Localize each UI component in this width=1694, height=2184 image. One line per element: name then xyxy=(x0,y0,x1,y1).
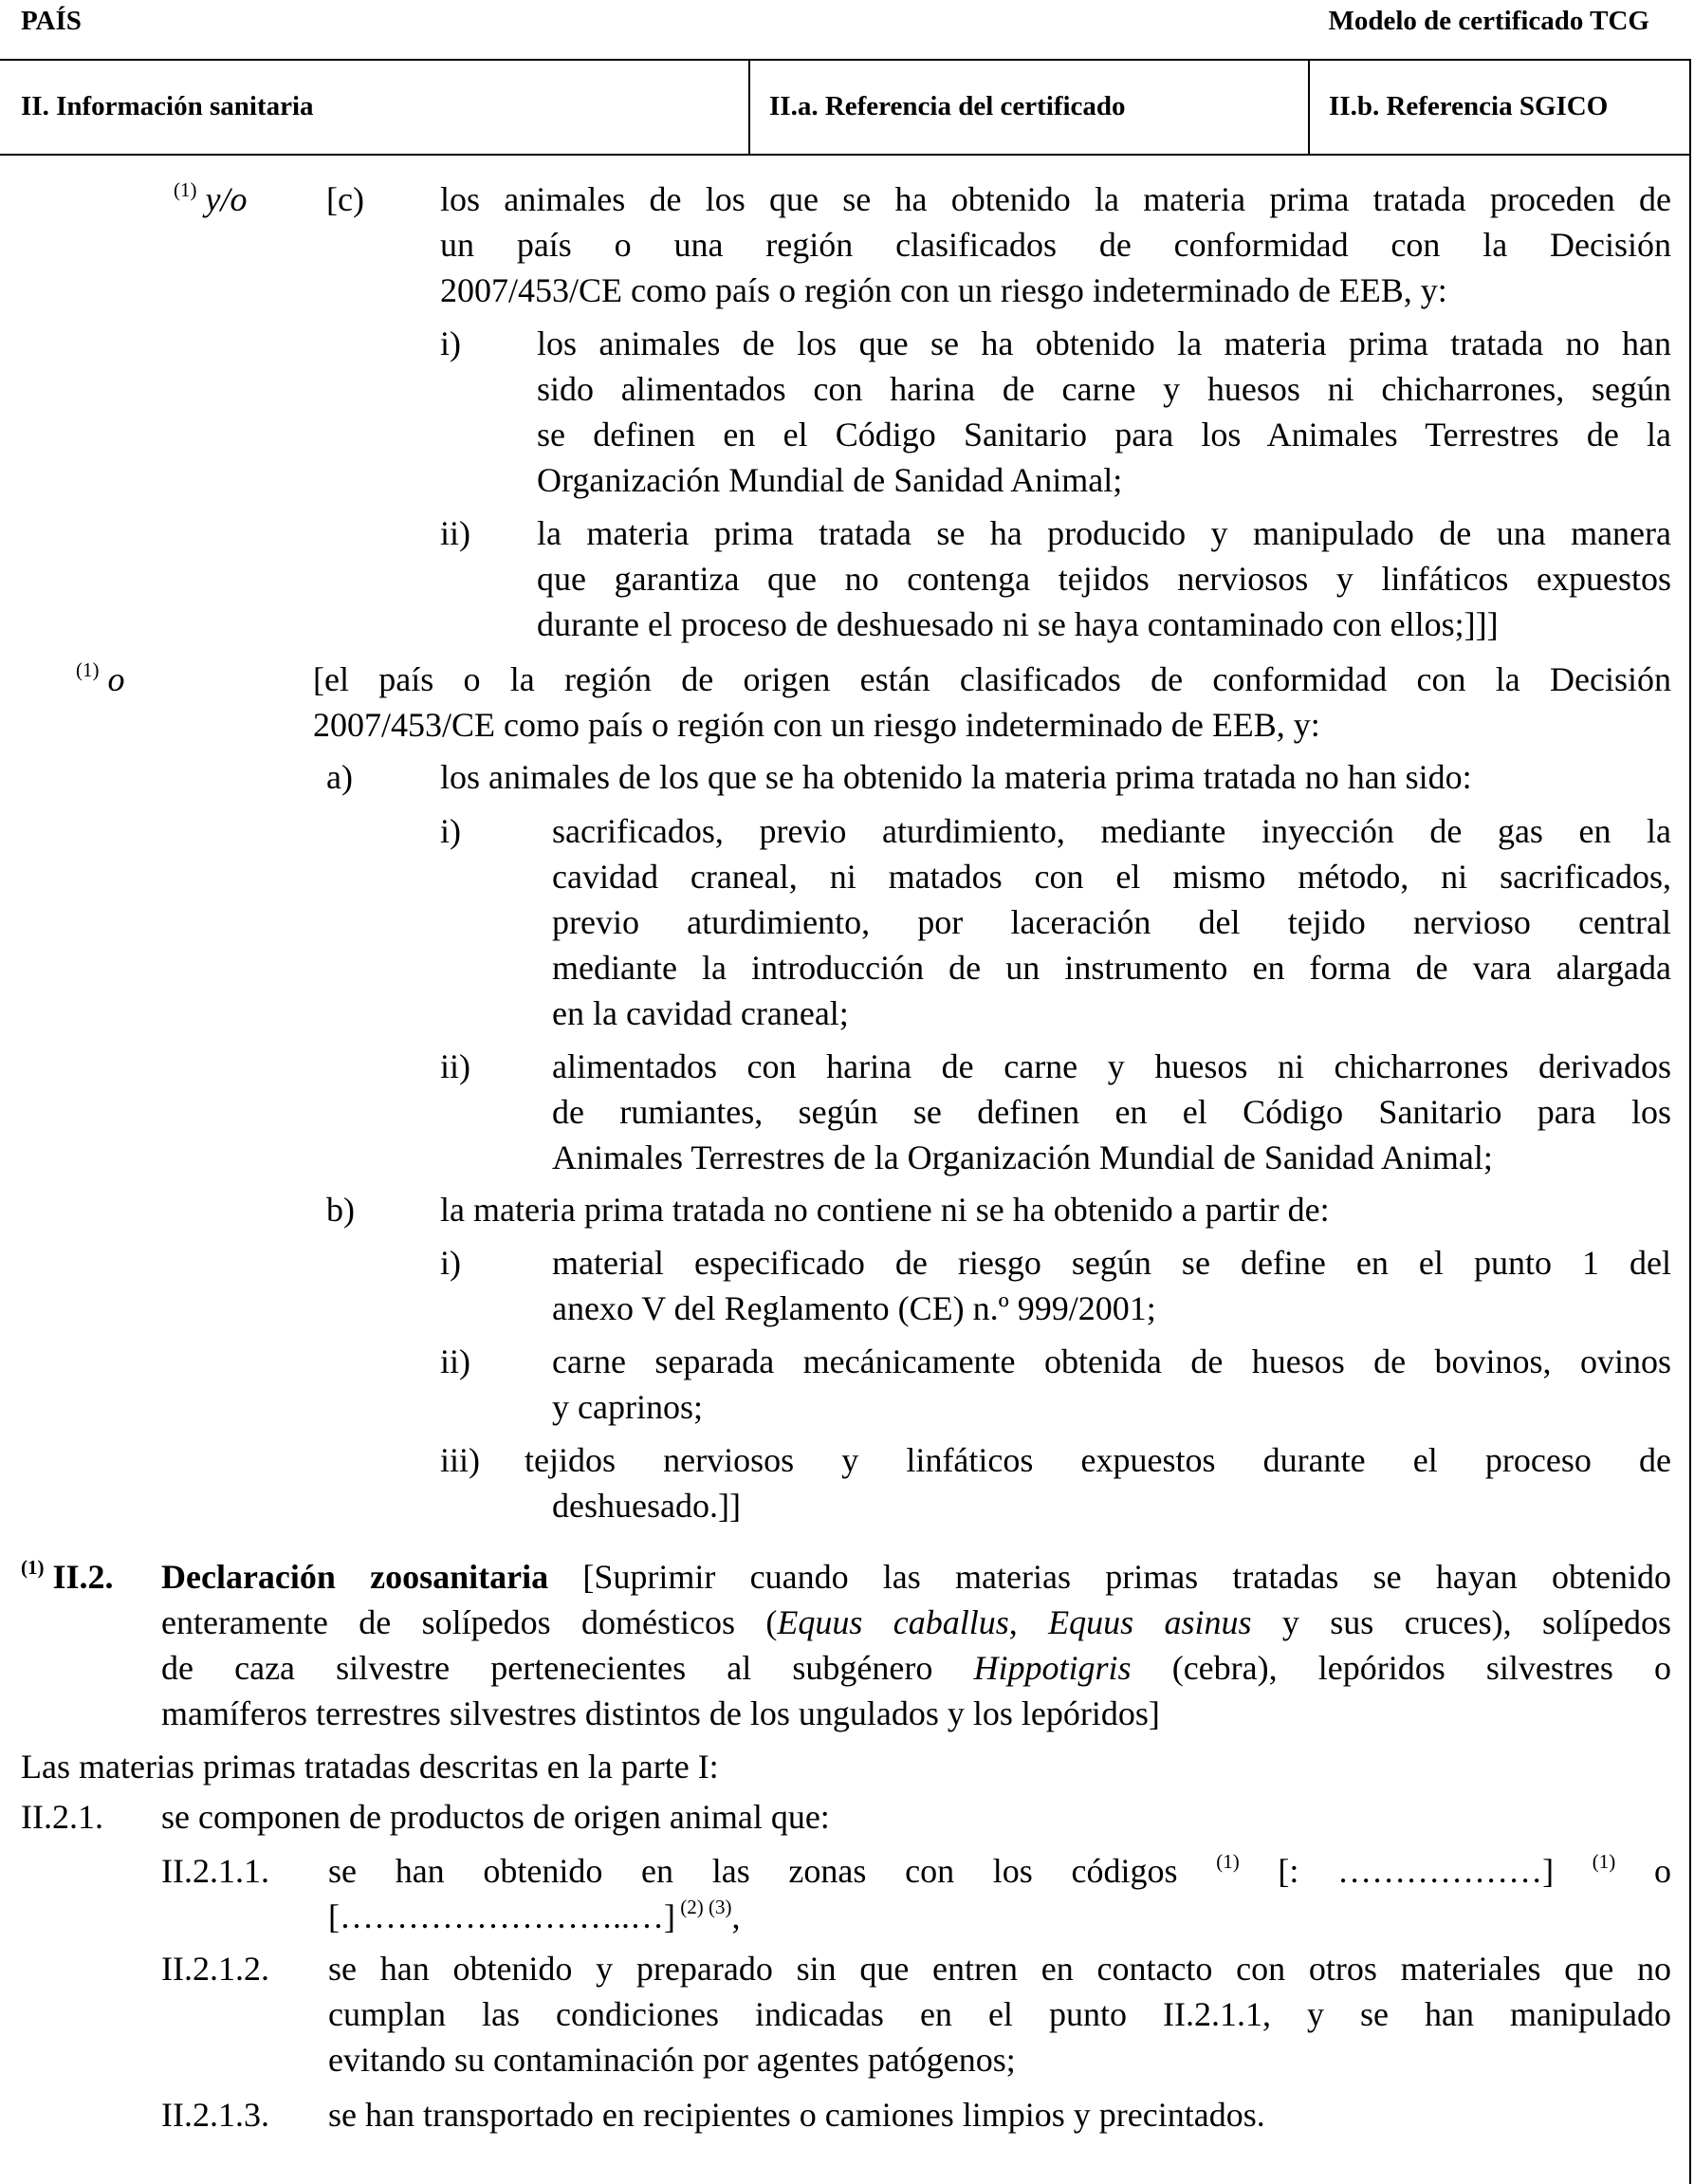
footnote-ref: (1) xyxy=(21,1556,45,1579)
b-label: b) xyxy=(326,1191,355,1229)
ii211-text-e: , xyxy=(731,1897,741,1935)
b-i-label: i) xyxy=(440,1244,461,1282)
species-equus-asinus: Equus asinus xyxy=(1048,1603,1252,1641)
c-i-line-3: se definen en el Código Sanitario para los Animales Terrestres de la xyxy=(537,416,1671,453)
c-label: [c) xyxy=(326,180,364,218)
a-i-line-3: previo aturdimiento, por laceración del tejido nervioso central xyxy=(552,903,1671,941)
b-iii-label: iii) xyxy=(440,1441,480,1479)
a-ii-line-2: de rumiantes, según se definen en el Código Sanitario para los xyxy=(552,1093,1671,1131)
c-line-2: un país o una región clasificados de conformidad con la Decisión xyxy=(440,226,1671,264)
footnote-ref: (1) xyxy=(76,658,100,681)
a-i-line-4: mediante la introducción de un instrumento en forma de vara alargada xyxy=(552,949,1671,987)
b-i-line-1: material especificado de riesgo según se define en el punto 1 del xyxy=(552,1244,1671,1282)
conjunction-text: o xyxy=(107,660,125,698)
genus-hippotigris: Hippotigris xyxy=(973,1649,1132,1687)
ii211-line-2 xyxy=(328,1894,1671,1939)
section-heading: II. Información sanitaria xyxy=(21,91,314,121)
ii211-text-c: o xyxy=(1615,1852,1671,1890)
a-i-line-5: en la cavidad craneal; xyxy=(552,994,849,1032)
c-i-label: i) xyxy=(440,324,461,362)
o-line-2: 2007/453/CE como país o región con un riesgo indeterminado de EEB, y: xyxy=(313,706,1320,744)
b-iii-line-1: tejidos nerviosos y linfáticos expuestos durante el proceso de xyxy=(525,1441,1671,1479)
b-ii-label: ii) xyxy=(440,1342,470,1380)
ii211-number: II.2.1.1. xyxy=(161,1852,269,1890)
c-i-line-1: los animales de los que se ha obtenido la materia prima tratada no han xyxy=(537,324,1671,362)
a-i-label: i) xyxy=(440,812,461,850)
c-line-1: los animales de los que se ha obtenido la materia prima tratada proceden de xyxy=(440,180,1671,218)
footnote-ref: (2) (3) xyxy=(674,1896,732,1918)
b-text: la materia prima tratada no contiene ni se ha obtenido a partir de: xyxy=(440,1191,1330,1229)
ii2-line-1 xyxy=(161,1554,1671,1600)
country-label: PAÍS xyxy=(21,6,82,36)
ii2-text-2e: y sus cruces), solípedos xyxy=(1251,1603,1671,1641)
certificate-reference-cell: II.a. Referencia del certificado xyxy=(748,61,1308,154)
ii213-number: II.2.1.3. xyxy=(161,2096,269,2134)
ii212-line-1: se han obtenido y preparado sin que entren en contacto con otros materiales que no xyxy=(328,1950,1671,1988)
species-equus-caballus: Equus caballus xyxy=(777,1603,1009,1641)
sgico-reference-cell: II.b. Referencia SGICO xyxy=(1308,61,1689,154)
c-line-3: 2007/453/CE como país o región con un riesgo indeterminado de EEB, y: xyxy=(440,271,1447,309)
ii2-num-text: II.2. xyxy=(52,1558,114,1596)
footnote-ref: (1) xyxy=(1216,1850,1240,1873)
a-ii-line-1: alimentados con harina de carne y huesos ni chicharrones derivados xyxy=(552,1047,1671,1085)
a-i-line-2: cavidad craneal, ni matados con el mismo método, ni sacrificados, xyxy=(552,858,1671,896)
ii213-text: se han transportado en recipientes o camiones limpios y precintados. xyxy=(328,2096,1265,2134)
c-ii-line-2: que garantiza que no contenga tejidos nerviosos y linfáticos expuestos xyxy=(537,560,1671,598)
ii212-line-3: evitando su contaminación por agentes patógenos; xyxy=(328,2041,1016,2079)
ii2-text-2c: , xyxy=(1008,1603,1049,1641)
conjunction-text: y/o xyxy=(205,180,248,218)
ii2-number xyxy=(21,1554,114,1600)
ii2-text-2a: enteramente de solípedos domésticos ( xyxy=(161,1603,778,1641)
c-ii-line-1: la materia prima tratada se ha producido y manipulado de una manera xyxy=(537,514,1671,552)
b-ii-line-2: y caprinos; xyxy=(552,1388,703,1426)
ii2-line-2 xyxy=(161,1600,1671,1645)
ii2-text-1: [Suprimir cuando las materias primas tratadas se hayan obtenido xyxy=(582,1558,1671,1596)
ii2-text-3c: (cebra), lepóridos silvestres o xyxy=(1131,1649,1671,1687)
b-iii-line-2: deshuesado.]] xyxy=(552,1487,741,1525)
footnote-ref: (1) xyxy=(1592,1850,1616,1873)
a-label: a) xyxy=(326,758,353,796)
ii2-line-3 xyxy=(161,1645,1671,1691)
a-ii-line-3: Animales Terrestres de la Organización Mundial de Sanidad Animal; xyxy=(552,1138,1493,1176)
c-ii-label: ii) xyxy=(440,514,470,552)
certificate-model-label: Modelo de certificado TCG xyxy=(1328,6,1649,36)
ii2-text-3a: de caza silvestre pertenecientes al subgénero xyxy=(161,1649,974,1687)
ii21-number: II.2.1. xyxy=(21,1798,103,1836)
ii2-title: Declaración zoosanitaria xyxy=(161,1558,549,1596)
zone-code-placeholder-2: [……………………..…] xyxy=(328,1897,675,1935)
ii212-number: II.2.1.2. xyxy=(161,1950,269,1988)
b-ii-line-1: carne separada mecánicamente obtenida de huesos de bovinos, ovinos xyxy=(552,1342,1671,1380)
footnote-ref: (1) xyxy=(174,178,197,201)
c-i-line-2: sido alimentados con harina de carne y huesos ni chicharrones, según xyxy=(537,370,1671,408)
b-i-line-2: anexo V del Reglamento (CE) n.º 999/2001; xyxy=(552,1289,1156,1327)
ii2-line-4: mamíferos terrestres silvestres distintos de los ungulados y los lepóridos] xyxy=(161,1694,1160,1732)
o-conjunction xyxy=(76,657,125,702)
a-ii-label: ii) xyxy=(440,1047,470,1085)
a-i-line-1: sacrificados, previo aturdimiento, mediante inyección de gas en la xyxy=(552,812,1671,850)
ii212-line-2: cumplan las condiciones indicadas en el punto II.2.1.1, y se han manipulado xyxy=(328,1995,1671,2033)
ii21-text: se componen de productos de origen animal que: xyxy=(161,1798,830,1836)
o-line-1: [el país o la región de origen están clasificados de conformidad con la Decisión xyxy=(313,660,1671,698)
c-i-line-4: Organización Mundial de Sanidad Animal; xyxy=(537,461,1123,499)
c-conjunction xyxy=(174,176,247,222)
ii211-line-1 xyxy=(328,1848,1671,1894)
zone-code-placeholder-1: [: ………………] xyxy=(1239,1852,1593,1890)
intro-line: Las materias primas tratadas descritas en la parte I: xyxy=(21,1748,719,1786)
a-text: los animales de los que se ha obtenido la materia prima tratada no han sido: xyxy=(440,758,1472,796)
c-ii-line-3: durante el proceso de deshuesado ni se haya contaminado con ellos;]]] xyxy=(537,605,1499,643)
ii211-text-a: se han obtenido en las zonas con los códigos xyxy=(328,1852,1217,1890)
table-header-row xyxy=(0,61,1689,156)
